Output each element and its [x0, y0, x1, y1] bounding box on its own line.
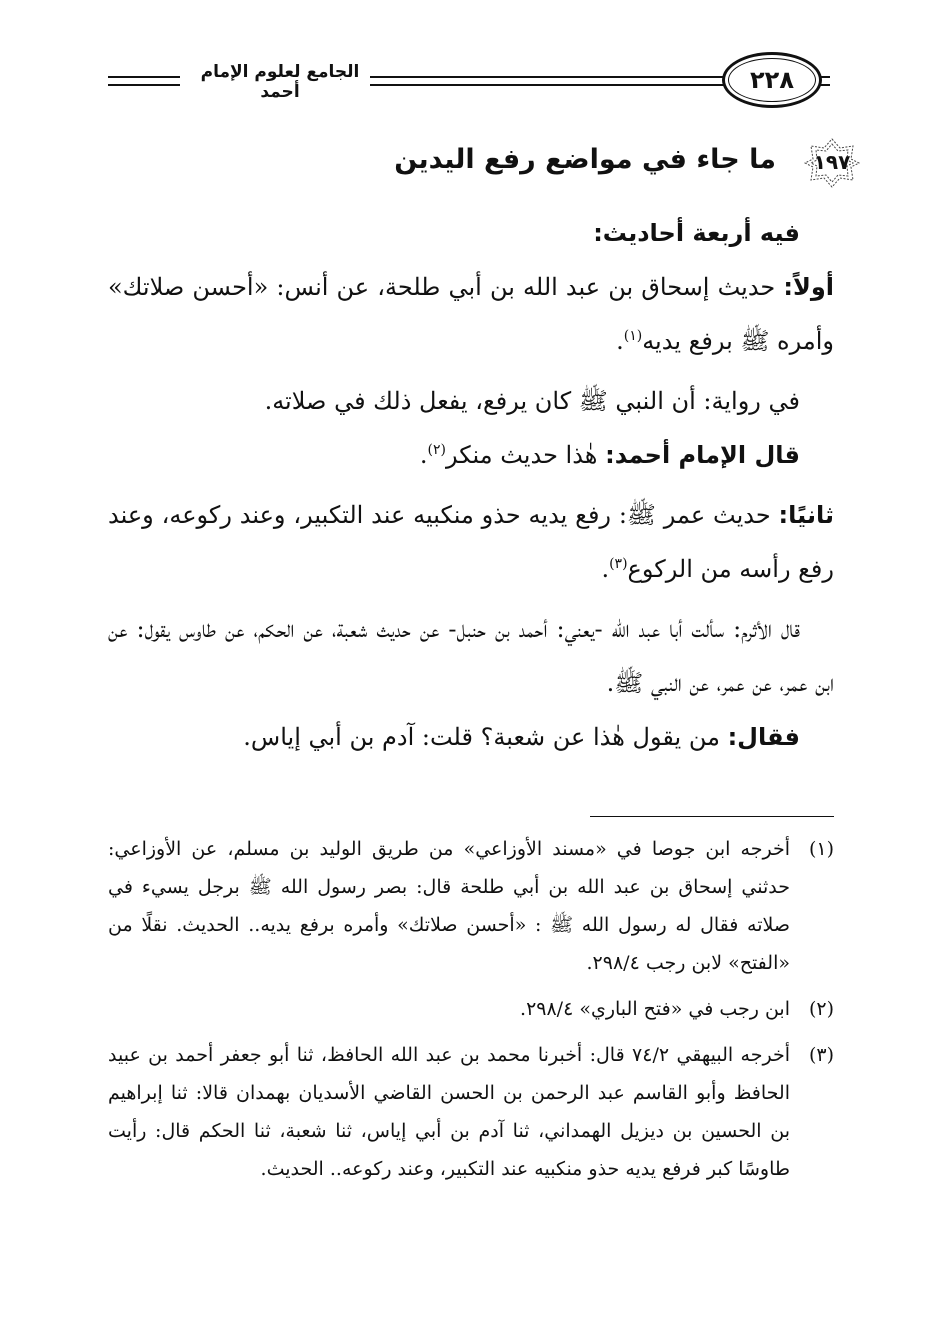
footnote-ref[interactable]: (٣) [609, 556, 628, 572]
paragraph-response [108, 710, 834, 764]
footnote-ref[interactable]: (١) [623, 328, 643, 344]
paragraph-narration: في رواية: أن النبي ﷺ كان يرفع، يفعل ذلك في صلاته. [264, 387, 800, 415]
paragraph-text: حديث إسحاق بن عبد الله بن أبي طلحة، عن أنس: «أحسن صلاتك» وأمره ﷺ برفع يديه [108, 273, 834, 355]
section-number: ١٩٧ [813, 150, 851, 174]
section-heading [290, 138, 860, 188]
footnote-number: (٣) [808, 1044, 834, 1066]
paragraph-lead: أولاً: [783, 273, 834, 301]
paragraph-end: . [616, 327, 624, 355]
paragraph-text: هٰذا حديث منكر [446, 441, 606, 469]
paragraph-intro: فيه أربعة أحاديث: [593, 219, 800, 247]
header-rule-left [108, 76, 180, 86]
paragraph-imam-ahmad [108, 428, 834, 482]
paragraph-lead: ثانيًا: [778, 501, 834, 529]
paragraph-first-hadith [108, 260, 834, 368]
footnote-separator [590, 816, 834, 817]
footnote-text: أخرجه البيهقي ٧٤/٢ قال: أخبرنا محمد بن عبد الله الحافظ، ثنا أبو جعفر أحمد بن عبيد الحافظ وأبو القاسم عبد الرحمن بن الحسن القاضي الأسديان بهمدان قالا: ثنا إبراهيم بن الحسين بن ديزيل الهمداني، ثنا آدم بن أبي إياس، ثنا شعبة، ثنا الحكم قال: رأيت طاوسًا كبر فرفع يديه حذو منكبيه عند التكبير، وعند ركوعه.. الحديث. [108, 1044, 790, 1180]
book-title: الجامع لعلوم الإمام أحمد [200, 62, 360, 102]
section-number-badge [804, 138, 860, 188]
footnote [108, 1036, 834, 1188]
footnote-text: ابن رجب في «فتح الباري» ٢٩٨/٤. [520, 998, 790, 1020]
paragraph-text: حديث عمر ﷺ: رفع يديه حذو منكبيه عند التكبير، وعند ركوعه، وعند رفع رأسه من الركوع [108, 501, 834, 583]
main-text [108, 206, 834, 764]
footnote [108, 830, 834, 982]
footnotes [108, 830, 834, 1196]
footnote [108, 990, 834, 1028]
paragraph-lead: فقال: [727, 723, 800, 751]
footnote-number: (٢) [808, 998, 834, 1020]
footnote-number: (١) [808, 838, 834, 860]
footnote-text: أخرجه ابن جوصا في «مسند الأوزاعي» من طريق الوليد بن مسلم، عن الأوزاعي: حدثني إسحاق بن عبد الله بن أبي طلحة قال: بصر رسول الله ﷺ برجل يسيء في صلاته فقال له رسول الله ﷺ : «أحسن صلاتك» وأمره برفع يديه.. الحديث. نقلًا من «الفتح» لابن رجب ٢٩٨/٤. [108, 838, 790, 974]
paragraph-end: . [601, 555, 610, 583]
paragraph-athram: قال الأثرم: سألت أبا عبد الله -يعني: أحمد بن حنبل- عن حديث شعبة، عن الحكم، عن طاوس يقول: عن ابن عمر، عن عمر، عن النبي ﷺ. [108, 615, 834, 697]
section-title: ما جاء في مواضع رفع اليدين [394, 144, 776, 175]
paragraph-end: . [419, 441, 428, 469]
paragraph-lead: قال الإمام أحمد: [605, 441, 800, 469]
paragraph-text: من يقول هٰذا عن شعبة؟ قلت: آدم بن أبي إياس. [243, 723, 728, 751]
paragraph-second-hadith [108, 488, 834, 596]
footnote-ref[interactable]: (٢) [427, 442, 446, 458]
page-number: ٢٢٨ [722, 52, 822, 108]
page-header [108, 52, 834, 108]
